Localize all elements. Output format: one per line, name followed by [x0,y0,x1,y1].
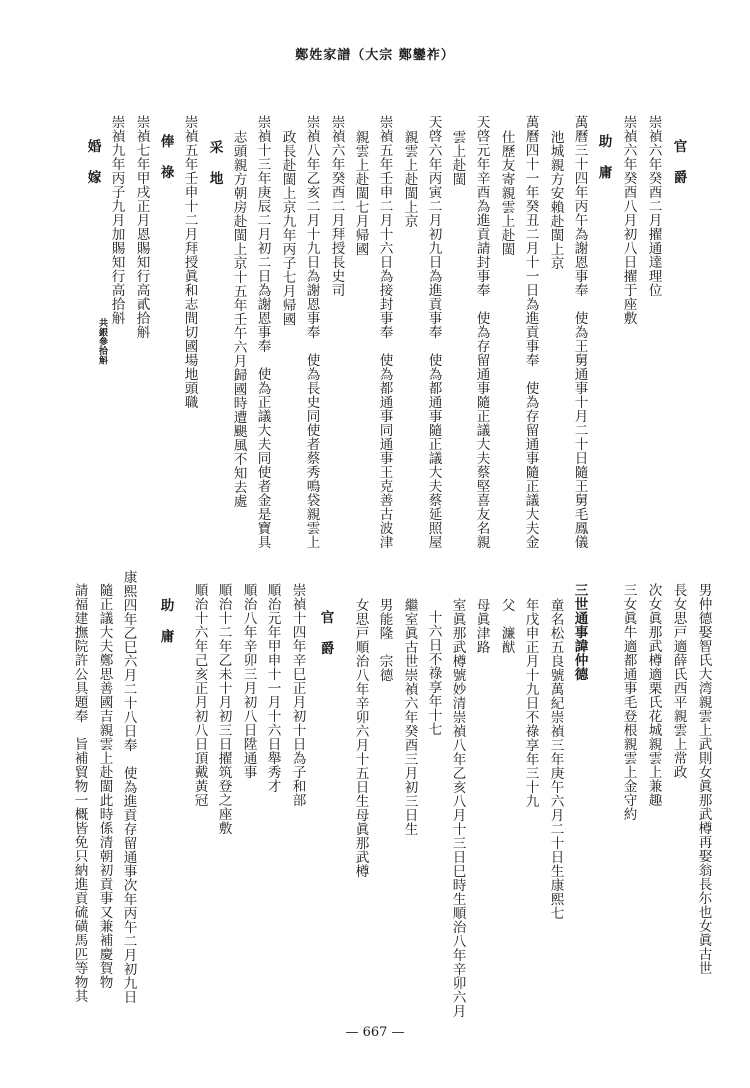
section-heading-service: 助 庸 [595,134,612,181]
text-column: 崇禎六年癸酉二月擢通達理位 [645,115,662,297]
text-column: 崇禎六年癸酉八月初八日擢于座敷 [620,115,637,325]
section-heading-fief: 采 地 [206,140,223,187]
text-column: 室眞那武樽號妙清崇禎八年乙亥八月十三日巳時生順治八年辛卯六月 [449,598,466,1018]
text-column: 萬曆四十一年癸丑二月十一日為進貢事奉 使為存留通事隨正議大夫金 [522,115,539,549]
text-column: 志頭親方朝房赴閩上京十五年壬午六月歸國時遭颶風不知去處 [230,130,247,508]
text-column: 親雲上赴閩上京 [401,130,418,228]
text-column: 天啓元年辛酉為進貢請封事奉 使為存留通事隨正議大夫蔡堅喜友名親 [473,115,490,549]
section-heading-official-rank-2: 官 爵 [317,610,334,657]
text-column: 崇禎五年壬申十二月拜授眞和志間切國場地頭職 [181,115,198,409]
text-column: 政長赴閩上京九年丙子七月帰國 [279,130,296,326]
text-column: 母眞津路 [473,598,490,654]
text-column: 隨正議大夫鄭思善國吉親雲上赴閩此時係清朝初貢事又兼補慶賀物 [96,583,113,989]
text-column: 順治十六年己亥正月初八日頂戴黃冠 [191,583,208,807]
section-heading-official-rank: 官 爵 [670,139,687,186]
text-column: 池城親方安賴赴閩上京 [547,130,564,270]
text-column: 男仲德娶智氏大湾親雲上武則女眞那武樽再娶翁長尓也女眞古世 [695,583,712,975]
generation-heading: 三世通事諱仲德 [571,583,588,681]
text-column: 長女思戸適薛氏西平親雲上常政 [670,583,687,779]
text-column: 崇禎五年壬申二月十六日為接封事奉 使為都通事同通事王克善古波津 [376,115,393,549]
text-column: 童名松五良號萬紀崇禎三年庚午六月二十日生康熙七 [547,598,564,920]
text-column: 繼室眞古世崇禎六年癸酉三月初三日生 [401,598,418,836]
text-column: 次女眞那武樽適栗氏花城親雲上兼趣 [645,583,662,807]
section-heading-stipend: 俸 祿 [157,134,174,181]
section-heading-service-2: 助 庸 [157,598,174,645]
text-column: 順治八年辛卯三月初八日陞通事 [240,583,257,779]
text-column: 崇禎十三年庚辰二月初二日為謝恩事奉 使為正議大夫同使者金是寶具 [254,115,271,549]
text-column: 父 濂猷 [498,598,515,654]
text-column: 雲上赴閩 [449,130,466,186]
text-column: 仕歷友寄親雲上赴閩 [498,130,515,256]
page-header: 鄭姓家譜（大宗 鄭鑾祚） [295,48,455,63]
text-column: 三女眞牛適都通事毛登根親雲上金守約 [620,583,637,821]
text-column: 順治十二年乙未十月初三日擢筑登之座敷 [215,583,232,835]
text-column: 順治元年甲申十一月十六日舉秀才 [264,583,281,793]
text-column: 崇禎九年丙子九月加賜知行高拾斛 [108,115,125,325]
text-column: 崇禎六年癸酉二月拜授長史司 [328,115,345,297]
page-number: — 667 — [345,1025,405,1040]
text-column: 崇禎八年乙亥二月十九日為謝恩事奉 使為長史同使者蔡秀鳴袋親雲上 [303,115,320,549]
text-column: 男能隆 宗德 [376,598,393,682]
text-column: 十六日不祿享年十七 [425,610,442,736]
text-column: 女思戸順治八年辛卯六月十五日生母眞那武樽 [352,598,369,878]
text-column: 崇禎七年甲戌正月恩賜知行高貳拾斛 [133,115,150,339]
text-column: 康熙四年乙巳六月二十八日奉 使為進貢存留通事次年丙午二月初九日 [120,570,137,1004]
text-column: 年戊申正月十九日不祿享年三十九 [522,598,539,808]
text-column: 請福建撫院許公具題奉 旨補貿物一概皆免只納進貢硫磺馬匹等物其 [71,583,88,1003]
text-column: 親雲上赴閩七月帰國 [352,130,369,256]
stipend-total-note: 共銀參拾斛 [97,318,107,365]
text-column: 天啓六年丙寅二月初九日為進貢事奉 使為都通事隨正議大夫蔡延照屋 [425,115,442,549]
text-column: 崇禎十四年辛巳正月初十日為子和部 [289,583,306,807]
text-column: 萬曆三十四年丙午為謝恩事奉 使為王舅通事十月二十日隨王舅毛鳳儀 [571,115,588,549]
section-heading-marriage: 婚 嫁 [84,139,101,186]
